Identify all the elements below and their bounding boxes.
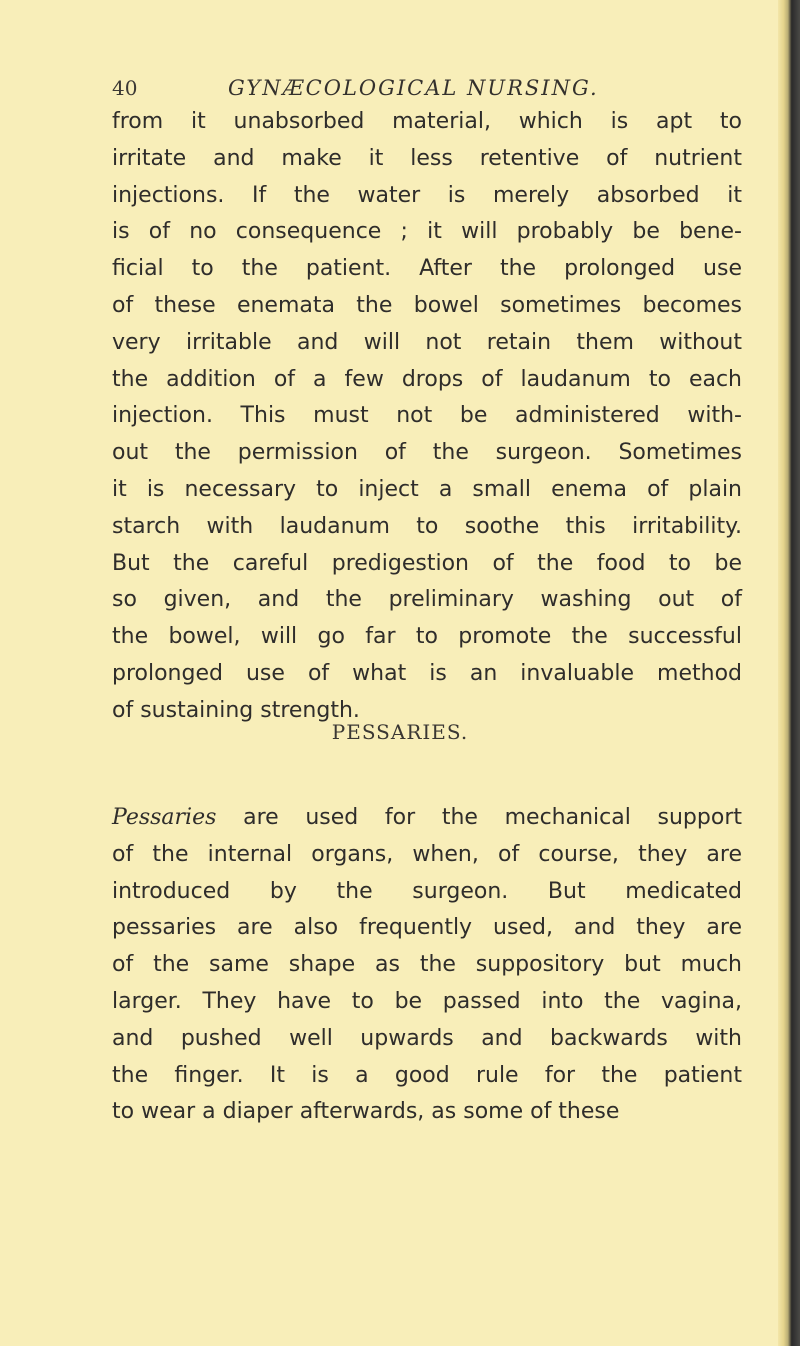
- page-edge: [778, 0, 800, 1346]
- text-line: out the permission of the surgeon. Sometimes: [112, 440, 742, 466]
- text-line: the addition of a few drops of laudanum to each: [112, 366, 742, 392]
- text-line: pessaries are also frequently used, and they are: [112, 915, 742, 941]
- text-line: the bowel, will go far to promote the successful: [112, 624, 742, 650]
- text-line: the finger. It is a good rule for the patient: [112, 1062, 742, 1088]
- text-line: to wear a diaper afterwards, as some of these: [112, 1099, 620, 1125]
- section-heading: PESSARIES.: [331, 720, 469, 744]
- text-line: larger. They have to be passed into the vagina,: [112, 988, 742, 1014]
- text-line: injection. This must not be administered with-: [112, 403, 742, 429]
- text-line: ficial to the patient. After the prolonged use: [112, 256, 742, 282]
- text-line: from it unabsorbed material, which is apt to: [112, 109, 742, 134]
- text-line: of the same shape as the suppository but much: [112, 952, 742, 978]
- italic-term: Pessaries: [112, 805, 217, 830]
- text-line: very irritable and will not retain them without: [112, 329, 742, 355]
- line-continuation: are used for the mechanical support: [216, 805, 742, 830]
- text-line: so given, and the preliminary washing out of: [112, 587, 742, 613]
- text-line: starch with laudanum to soothe this irritability.: [112, 513, 742, 539]
- text-line: and pushed well upwards and backwards with: [112, 1025, 742, 1051]
- page-number: 40: [112, 76, 138, 100]
- paragraph-pessaries: [112, 800, 742, 1131]
- text-line: is of no consequence ; it will probably be bene-: [112, 219, 742, 245]
- text-line: of the internal organs, when, of course, they are: [112, 841, 742, 867]
- text-line: [112, 800, 742, 837]
- text-line: prolonged use of what is an invaluable method: [112, 660, 742, 686]
- text-line: it is necessary to inject a small enema of plain: [112, 476, 742, 502]
- text-line: injections. If the water is merely absorbed it: [112, 182, 742, 208]
- text-line: irritate and make it less retentive of nutrient: [112, 145, 742, 171]
- page-header: [112, 76, 732, 106]
- paragraph-enemata: [112, 104, 742, 730]
- text-line: But the careful predigestion of the food to be: [112, 550, 742, 576]
- running-head: GYNÆCOLOGICAL NURSING.: [228, 76, 599, 100]
- text-line: introduced by the surgeon. But medicated: [112, 878, 742, 904]
- text-line: of sustaining strength.: [112, 697, 360, 723]
- text-line: of these enemata the bowel sometimes becomes: [112, 292, 742, 318]
